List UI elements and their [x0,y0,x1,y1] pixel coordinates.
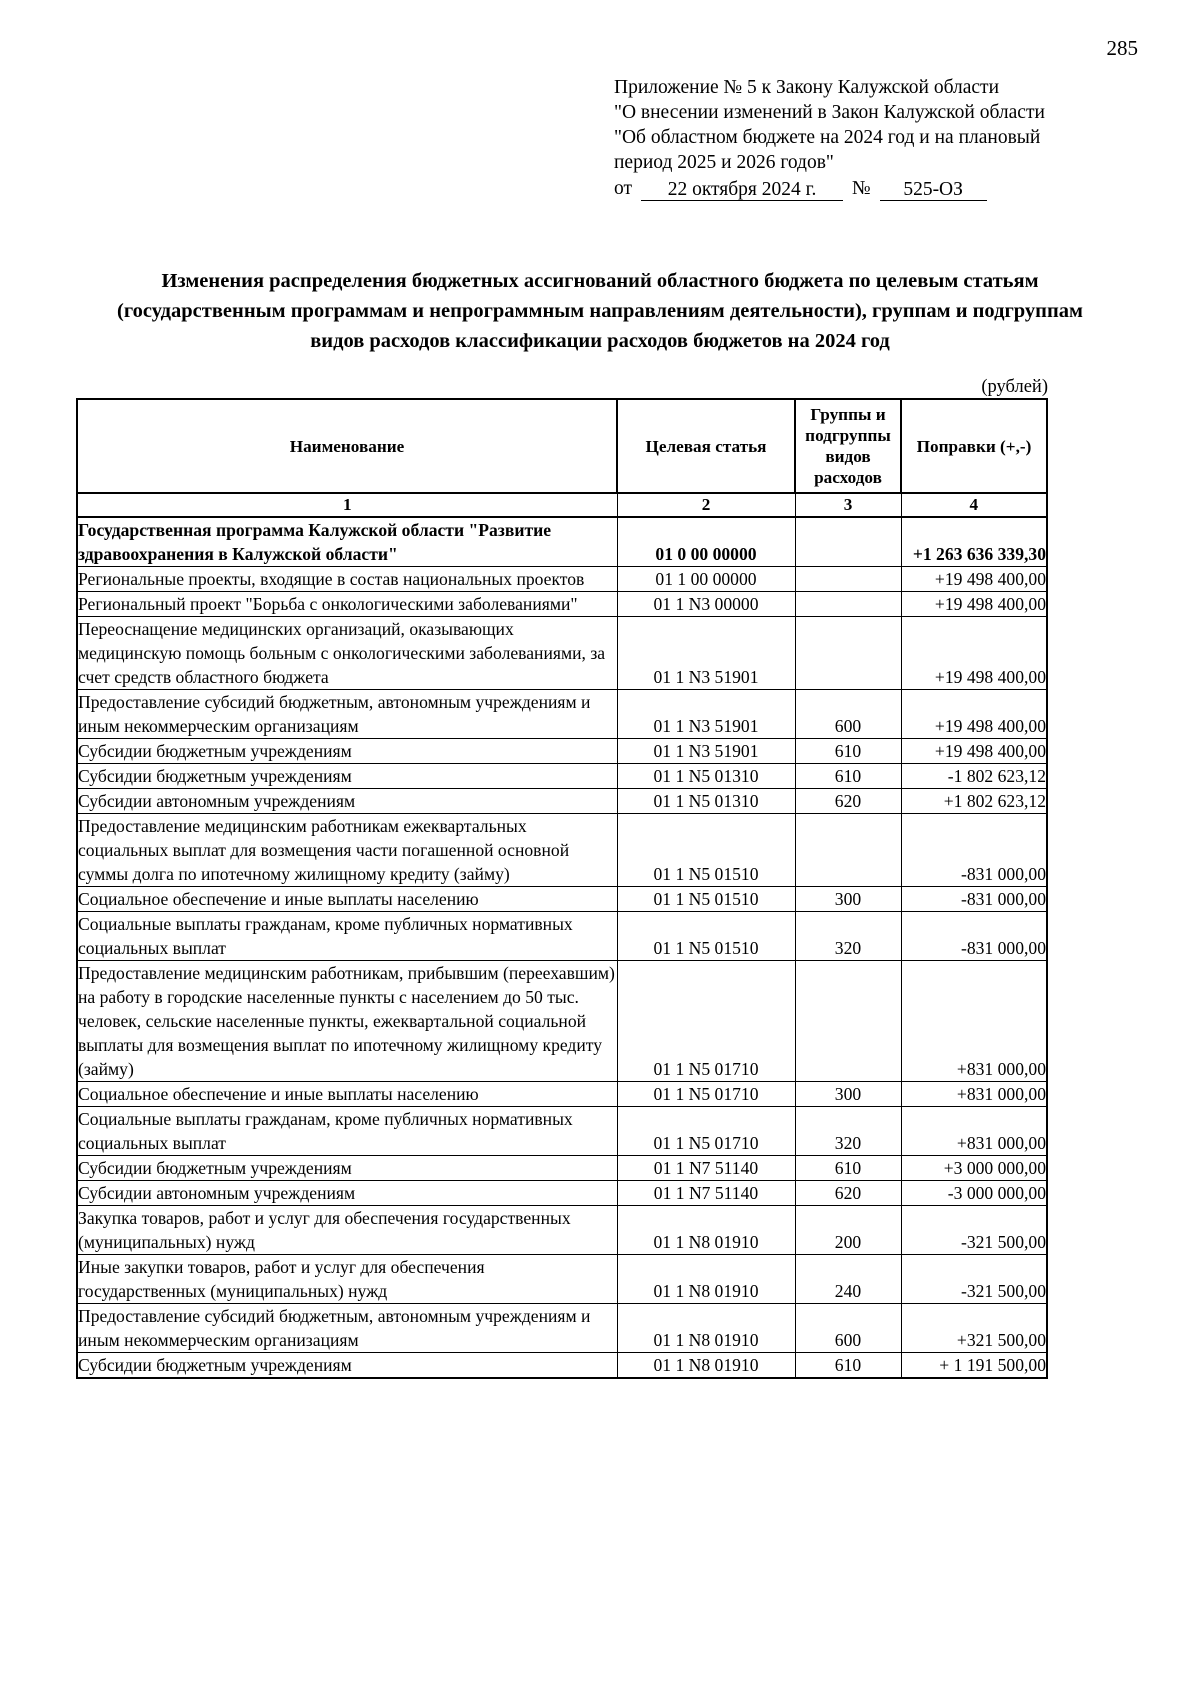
cell-target-article: 01 1 N7 51140 [617,1181,795,1206]
cell-expense-group: 610 [795,739,901,764]
cell-name: Социальные выплаты гражданам, кроме публичных нормативных социальных выплат [77,1107,617,1156]
cell-target-article: 01 1 N3 51901 [617,617,795,690]
table-row [77,814,1047,887]
appendix-header-line-3: "Об областном бюджете на 2024 год и на плановый [614,127,1041,148]
cell-target-article: 01 1 N5 01310 [617,764,795,789]
cell-amendment-amount: -321 500,00 [901,1206,1047,1255]
cell-name: Предоставление медицинским работникам, прибывшим (переехавшим) на работу в городские населенные пункты с населением до 50 тыс. человек, сельские населенные пункты, ежеквартальной социальной выплаты для возмещения выплат по ипотечному жилищному кредиту (займу) [77,961,617,1082]
cell-expense-group: 300 [795,1082,901,1107]
page-title: Изменения распределения бюджетных ассигнований областного бюджета по целевым статьям (государственным программам и непрограммным направлениям деятельности), группам и подгруппам видов расходов классификации расходов бюджетов на 2024 год [117,270,1083,352]
cell-expense-group [795,567,901,592]
cell-name: Социальное обеспечение и иные выплаты населению [77,887,617,912]
cell-amendment-amount: -321 500,00 [901,1255,1047,1304]
cell-name: Государственная программа Калужской области "Развитие здравоохранения в Калужской области" [77,517,617,567]
cell-amendment-amount: +321 500,00 [901,1304,1047,1353]
appendix-header [614,75,1134,201]
column-number-2: 2 [617,493,795,517]
units-note: (рублей) [981,377,1048,397]
cell-target-article: 01 1 N5 01310 [617,789,795,814]
cell-name: Предоставление субсидий бюджетным, автономным учреждениям и иным некоммерческим организациям [77,1304,617,1353]
table-row [77,690,1047,739]
column-number-row [77,493,1047,517]
cell-expense-group [795,592,901,617]
cell-expense-group: 620 [795,789,901,814]
table-row [77,739,1047,764]
cell-target-article: 01 1 N5 01710 [617,961,795,1082]
cell-target-article: 01 1 00 00000 [617,567,795,592]
table-row [77,1304,1047,1353]
cell-amendment-amount: +19 498 400,00 [901,592,1047,617]
table-row [77,912,1047,961]
cell-expense-group: 300 [795,887,901,912]
cell-target-article: 01 1 N8 01910 [617,1206,795,1255]
cell-name: Предоставление медицинским работникам ежеквартальных социальных выплат для возмещения части погашенной основной суммы долга по ипотечному жилищному кредиту (займу) [77,814,617,887]
table-row [77,1082,1047,1107]
table-row [77,1353,1047,1379]
cell-expense-group: 610 [795,1156,901,1181]
cell-amendment-amount: -1 802 623,12 [901,764,1047,789]
table-row [77,789,1047,814]
cell-amendment-amount: +19 498 400,00 [901,617,1047,690]
table-row [77,617,1047,690]
cell-expense-group [795,961,901,1082]
table-row [77,1156,1047,1181]
cell-amendment-amount: +831 000,00 [901,1082,1047,1107]
table-header-row [77,399,1047,493]
cell-amendment-amount: +19 498 400,00 [901,690,1047,739]
cell-target-article: 01 1 N5 01510 [617,912,795,961]
cell-expense-group: 320 [795,1107,901,1156]
cell-name: Региональные проекты, входящие в состав национальных проектов [77,567,617,592]
cell-expense-group [795,517,901,567]
cell-expense-group: 610 [795,764,901,789]
cell-name: Субсидии автономным учреждениям [77,1181,617,1206]
column-header-code: Целевая статья [617,399,795,493]
cell-target-article: 01 1 N5 01710 [617,1107,795,1156]
column-header-name: Наименование [77,399,617,493]
cell-amendment-amount: + 1 191 500,00 [901,1353,1047,1379]
appendix-header-line-1: Приложение № 5 к Закону Калужской области [614,77,1000,98]
column-header-amount: Поправки (+,-) [901,399,1047,493]
column-number-3: 3 [795,493,901,517]
cell-expense-group: 620 [795,1181,901,1206]
cell-target-article: 01 1 N3 00000 [617,592,795,617]
cell-name: Субсидии бюджетным учреждениям [77,1156,617,1181]
table-row [77,1107,1047,1156]
table-row [77,567,1047,592]
table-row [77,592,1047,617]
cell-amendment-amount: -831 000,00 [901,912,1047,961]
cell-expense-group: 320 [795,912,901,961]
cell-amendment-amount: -831 000,00 [901,887,1047,912]
cell-amendment-amount: +831 000,00 [901,1107,1047,1156]
cell-target-article: 01 1 N8 01910 [617,1353,795,1379]
page-number: 285 [1106,36,1138,60]
cell-amendment-amount: -831 000,00 [901,814,1047,887]
cell-target-article: 01 0 00 00000 [617,517,795,567]
cell-expense-group: 600 [795,690,901,739]
law-date-value: 22 октября 2024 г. [641,179,843,201]
table-row [77,1206,1047,1255]
cell-name: Субсидии автономным учреждениям [77,789,617,814]
cell-target-article: 01 1 N8 01910 [617,1304,795,1353]
cell-target-article: 01 1 N8 01910 [617,1255,795,1304]
cell-amendment-amount: +3 000 000,00 [901,1156,1047,1181]
table-row [77,961,1047,1082]
cell-expense-group: 610 [795,1353,901,1379]
cell-target-article: 01 1 N5 01710 [617,1082,795,1107]
table-row [77,887,1047,912]
cell-expense-group: 240 [795,1255,901,1304]
cell-target-article: 01 1 N7 51140 [617,1156,795,1181]
from-label: от [614,178,633,199]
table-row [77,1181,1047,1206]
cell-amendment-amount: -3 000 000,00 [901,1181,1047,1206]
cell-name: Региональный проект "Борьба с онкологическими заболеваниями" [77,592,617,617]
cell-amendment-amount: +19 498 400,00 [901,567,1047,592]
cell-expense-group: 600 [795,1304,901,1353]
cell-expense-group: 200 [795,1206,901,1255]
cell-target-article: 01 1 N5 01510 [617,814,795,887]
table-row [77,764,1047,789]
cell-name: Закупка товаров, работ и услуг для обеспечения государственных (муниципальных) нужд [77,1206,617,1255]
budget-table [76,398,1048,1379]
law-number-value: 525-ОЗ [880,179,987,201]
cell-name: Иные закупки товаров, работ и услуг для обеспечения государственных (муниципальных) нужд [77,1255,617,1304]
cell-name: Субсидии бюджетным учреждениям [77,739,617,764]
table-row [77,517,1047,567]
column-header-group: Группы и подгруппы видов расходов [795,399,901,493]
cell-name: Социальные выплаты гражданам, кроме публичных нормативных социальных выплат [77,912,617,961]
cell-target-article: 01 1 N3 51901 [617,739,795,764]
cell-name: Субсидии бюджетным учреждениям [77,764,617,789]
appendix-header-line-4: период 2025 и 2026 годов" [614,152,834,173]
cell-target-article: 01 1 N5 01510 [617,887,795,912]
table-row [77,1255,1047,1304]
cell-amendment-amount: +831 000,00 [901,961,1047,1082]
table-body [77,493,1047,1378]
cell-name: Социальное обеспечение и иные выплаты населению [77,1082,617,1107]
cell-expense-group [795,814,901,887]
cell-target-article: 01 1 N3 51901 [617,690,795,739]
table-head [77,399,1047,493]
cell-expense-group [795,617,901,690]
budget-table-container [76,398,1046,1379]
law-signature-line [614,176,1134,201]
appendix-header-line-2: "О внесении изменений в Закон Калужской области [614,102,1045,123]
cell-amendment-amount: +1 263 636 339,30 [901,517,1047,567]
cell-name: Субсидии бюджетным учреждениям [77,1353,617,1379]
cell-name: Предоставление субсидий бюджетным, автономным учреждениям и иным некоммерческим организациям [77,690,617,739]
column-number-1: 1 [77,493,617,517]
cell-amendment-amount: +19 498 400,00 [901,739,1047,764]
cell-name: Переоснащение медицинских организаций, оказывающих медицинскую помощь больным с онкологическими заболеваниями, за счет средств областного бюджета [77,617,617,690]
number-label: № [852,178,871,199]
column-number-4: 4 [901,493,1047,517]
cell-amendment-amount: +1 802 623,12 [901,789,1047,814]
